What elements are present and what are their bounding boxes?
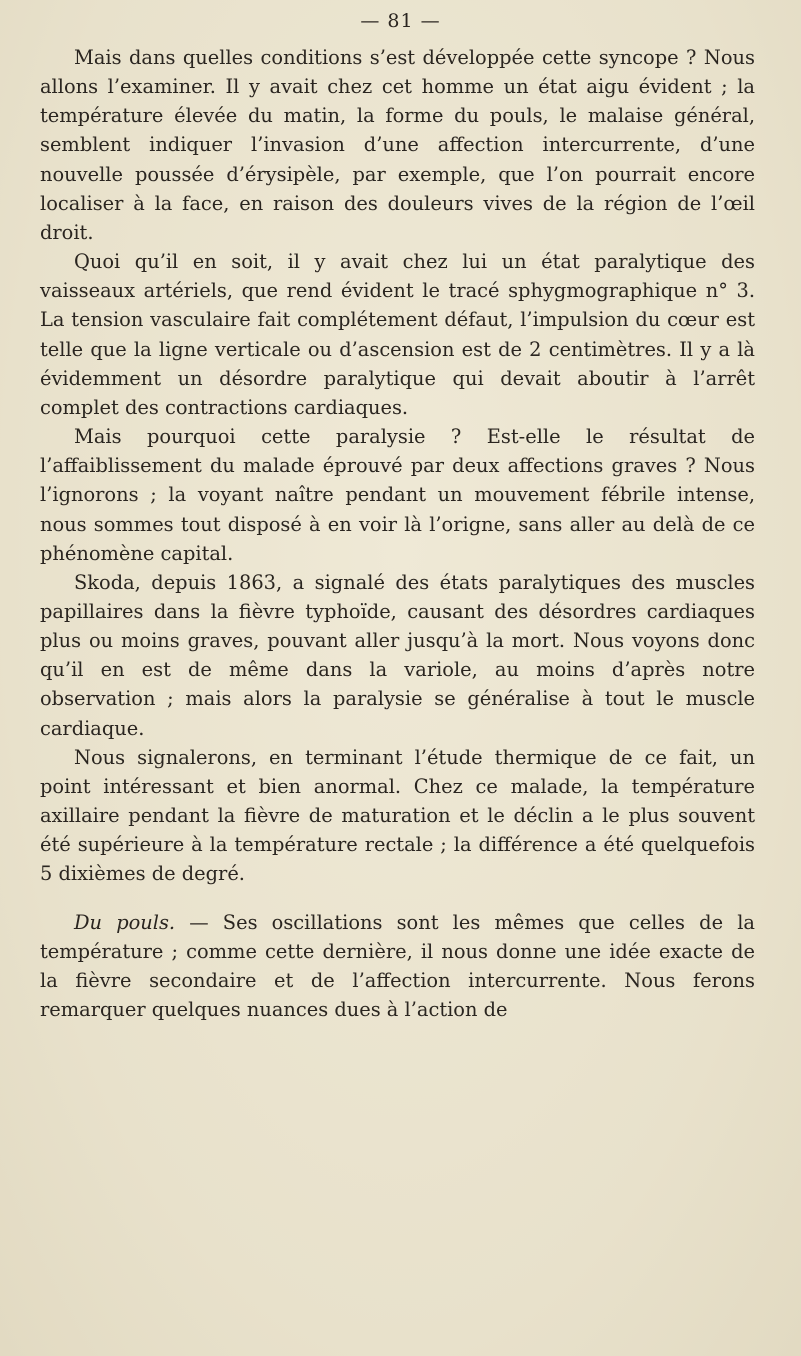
- paragraph-cause: Mais pourquoi cette paralysie ? Est-elle le résultat de l’affaiblissement du malade éprouvé par deux affections graves ? Nous l’ignorons ; la voyant naître pendant un mouvement fébrile intense, nous sommes tout disposé à en voir là l’origne, sans aller au delà de ce phénomène capital.: [40, 425, 755, 565]
- page-number: — 81 —: [360, 10, 441, 32]
- body-text: [40, 43, 755, 1024]
- paragraph-paralytic-state: Quoi qu’il en soit, il y avait chez lui un état paralytique des vaisseaux artériels, que rend évident le tracé sphygmographique n° 3. La tension vasculaire fait complétement défaut, l’impulsion du cœur est telle que la ligne verticale ou d’ascension est de 2 centimètres. Il y a là évidemment un désordre paralytique qui devait aboutir à l’arrêt complet des contractions cardiaques.: [40, 250, 755, 419]
- section-gap: [40, 889, 755, 908]
- paragraph-skoda: Skoda, depuis 1863, a signalé des états paralytiques des muscles papillaires dans la fièvre typhoïde, causant des désordres cardiaques plus ou moins graves, pouvant aller jusqu’à la mort. Nous voyons donc qu’il en est de même dans la variole, au moins d’après notre observation ; mais alors la paralysie se généralise à tout le muscle cardiaque.: [40, 570, 755, 740]
- paragraph-thermal-study: Nous signalerons, en terminant l’étude thermique de ce fait, un point intéressant et bien anormal. Chez ce malade, la température axillaire pendant la fièvre de maturation et le déclin a le plus souvent été supérieure à la température rectale ; la différence a été quelquefois 5 dixièmes de degré.: [40, 745, 755, 886]
- paragraph-pouls: [40, 908, 755, 1025]
- section-heading-pouls: Du pouls.: [74, 910, 176, 934]
- paragraph-syncope: Mais dans quelles conditions s’est développée cette syncope ? Nous allons l’examiner. Il y avait chez cet homme un état aigu évident ; la température élevée du matin, la forme du pouls, le malaise général, semblent indiquer l’invasion d’une affection intercurrente, d’une nouvelle poussée d’érysipèle, par exemple, que l’on pourrait encore localiser à la face, en raison des douleurs vives de la région de l’œil droit.: [40, 46, 755, 244]
- pouls-text: — Ses oscillations sont les mêmes que celles de la température ; comme cette dernière, il nous donne une idée exacte de la fièvre secondaire et de l’affection intercurrente. Nous ferons remarquer quelques nuances dues à l’action de: [40, 910, 755, 1021]
